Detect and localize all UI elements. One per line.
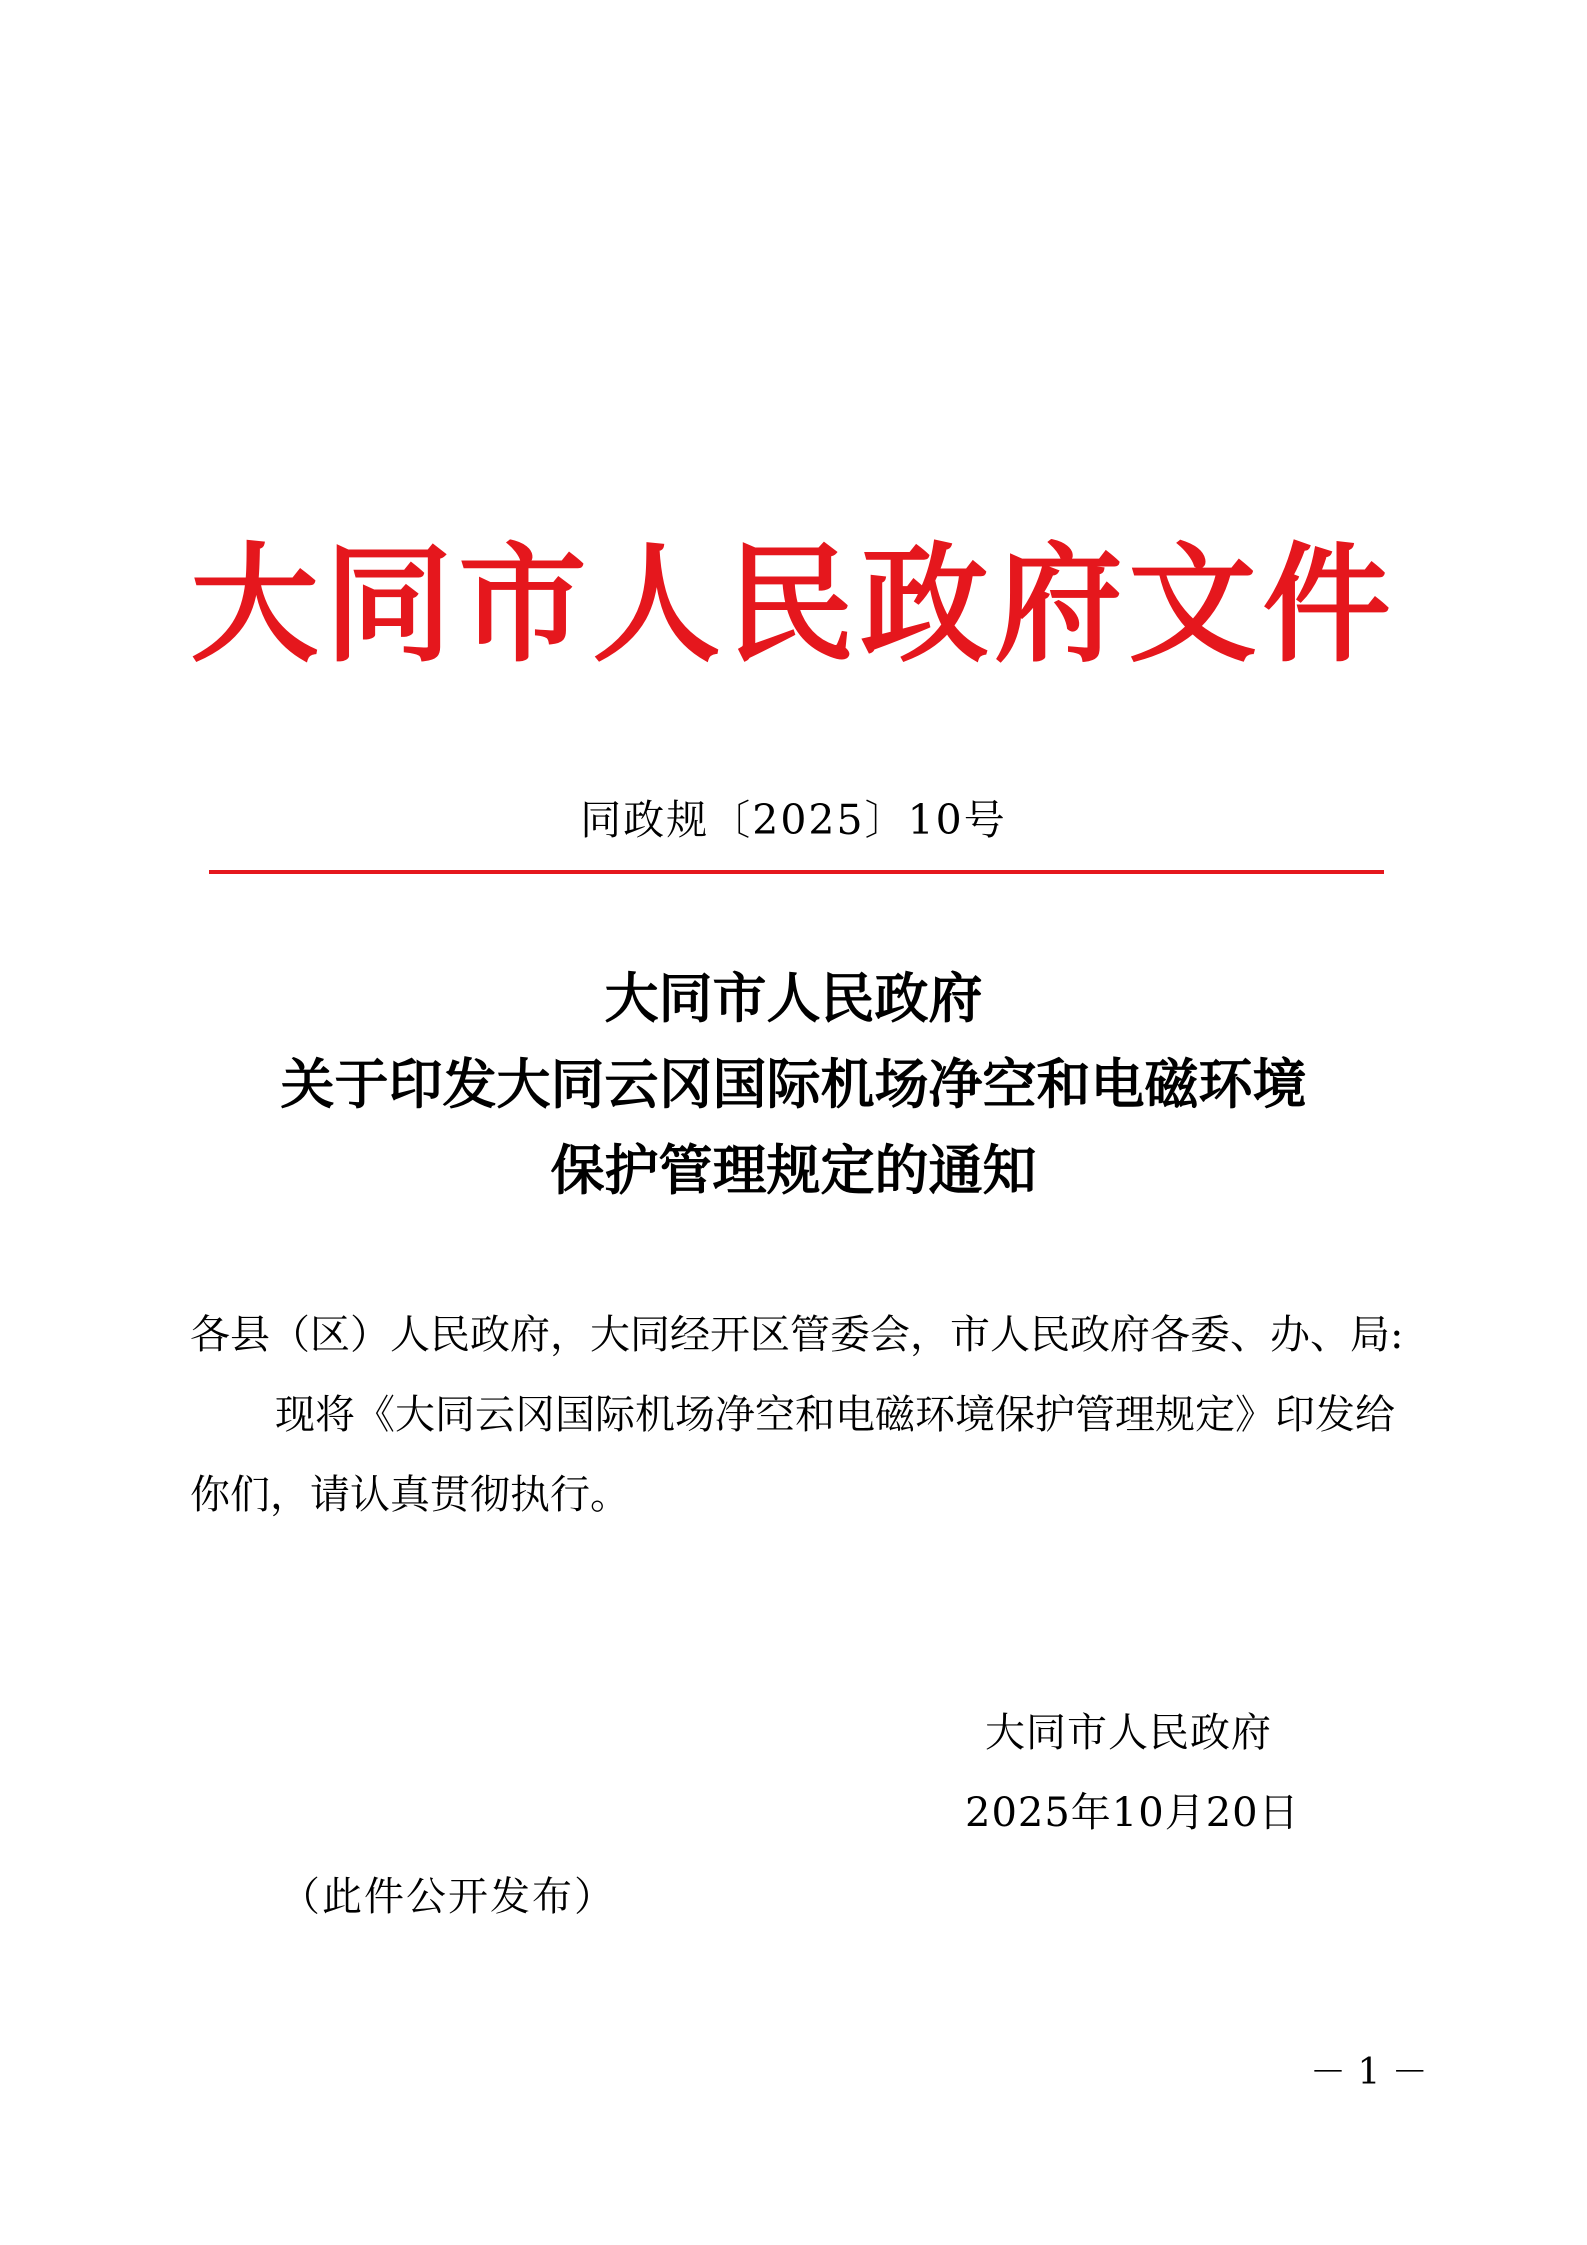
document-title [0,955,1587,1213]
body-paragraph: 现将《大同云冈国际机场净空和电磁环境保护管理规定》印发给你们，请认真贯彻执行。 [190,1392,1395,1518]
title-line-2: 关于印发大同云冈国际机场净空和电磁环境 [280,1052,1307,1116]
document-number: 同政规〔2025〕10号 [580,796,1007,844]
issuing-authority: 大同市人民政府 [985,1710,1272,1756]
title-line-3: 保护管理规定的通知 [550,1138,1037,1202]
page-number: － 1 － [1310,2052,1428,2093]
addressee-line: 各县（区）人民政府，大同经开区管委会，市人民政府各委、办、局: [190,1312,1404,1358]
document-masthead: 大同市人民政府文件 [190,530,1397,680]
red-divider-line [209,870,1384,874]
issue-date: 2025年10月20日 [965,1790,1300,1836]
release-note: （此件公开发布） [280,1874,616,1920]
title-line-1: 大同市人民政府 [604,966,983,1030]
